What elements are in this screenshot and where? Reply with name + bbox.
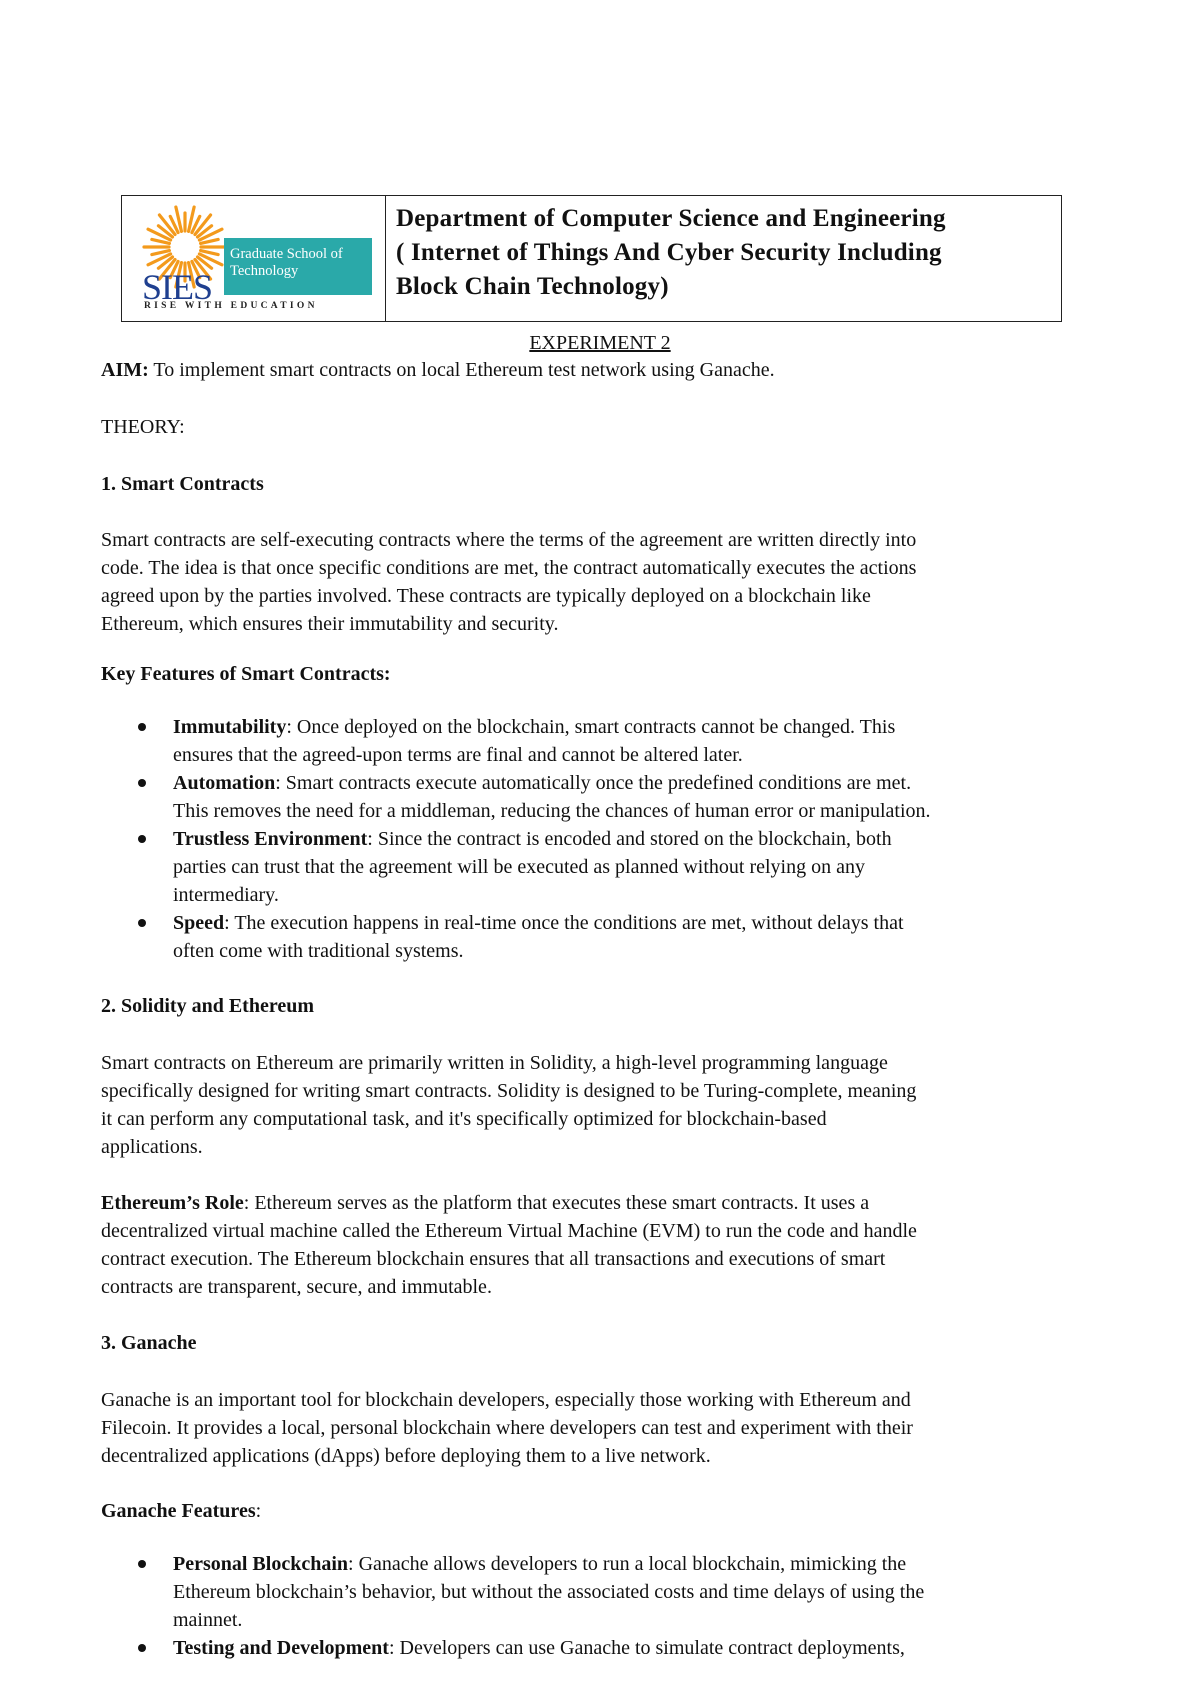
paragraph-line: contracts are transparent, secure, and immutable. bbox=[101, 1276, 492, 1298]
feature-text: : Smart contracts execute automatically once the predefined conditions are met. bbox=[275, 772, 912, 794]
feature-term: Personal Blockchain bbox=[173, 1553, 349, 1575]
bullet-icon bbox=[138, 1644, 146, 1652]
list-item bbox=[101, 1634, 1111, 1662]
feature-list bbox=[101, 1550, 1111, 1662]
features-suffix: : bbox=[255, 1500, 262, 1522]
feature-text: parties can trust that the agreement will be executed as planned without relying on any bbox=[173, 856, 865, 878]
feature-text: : Since the contract is encoded and stored on the blockchain, both bbox=[367, 828, 892, 850]
list-item bbox=[101, 713, 1111, 769]
feature-text: intermediary. bbox=[173, 884, 279, 906]
logo-tagline: RISE WITH EDUCATION bbox=[144, 301, 318, 311]
aim-text: To implement smart contracts on local Ethereum test network using Ganache. bbox=[148, 359, 775, 381]
section-heading: 3. Ganache bbox=[101, 1332, 197, 1354]
feature-term: Immutability bbox=[173, 716, 287, 738]
list-item bbox=[101, 825, 1111, 909]
list-item bbox=[101, 1550, 1111, 1634]
paragraph-line: agreed upon by the parties involved. These contracts are typically deployed on a blockchain like bbox=[101, 585, 871, 607]
feature-text: often come with traditional systems. bbox=[173, 940, 464, 962]
department-line: Department of Computer Science and Engineering bbox=[396, 205, 946, 232]
paragraph-line: Ethereum, which ensures their immutability and security. bbox=[101, 613, 559, 635]
feature-text: : The execution happens in real-time once the conditions are met, without delays that bbox=[224, 912, 904, 934]
department-line: ( Internet of Things And Cyber Security Including bbox=[396, 239, 942, 266]
feature-term: Testing and Development bbox=[173, 1637, 389, 1659]
paragraph-line: code. The idea is that once specific conditions are met, the contract automatically executes the actions bbox=[101, 557, 917, 579]
paragraph bbox=[101, 1049, 1111, 1161]
aim-label: AIM: bbox=[101, 359, 149, 381]
list-item bbox=[101, 769, 1111, 825]
subsection-heading bbox=[101, 1497, 1111, 1525]
paragraph bbox=[101, 1189, 1111, 1301]
subsection-heading: Key Features of Smart Contracts: bbox=[101, 663, 391, 685]
header-box bbox=[121, 195, 1062, 322]
paragraph bbox=[101, 1386, 1111, 1470]
bullet-icon bbox=[138, 919, 146, 927]
feature-term: Trustless Environment bbox=[173, 828, 368, 850]
feature-list bbox=[101, 713, 1111, 965]
paragraph-line: decentralized virtual machine called the Ethereum Virtual Machine (EVM) to run the code and handle bbox=[101, 1220, 917, 1242]
bullet-icon bbox=[138, 1560, 146, 1568]
logo-wordmark: SIES bbox=[142, 267, 213, 307]
paragraph-line: Filecoin. It provides a local, personal blockchain where developers can test and experiment with their bbox=[101, 1417, 913, 1439]
paragraph-line: : Ethereum serves as the platform that executes these smart contracts. It uses a bbox=[243, 1192, 870, 1214]
features-term: Ganache Features bbox=[101, 1500, 256, 1522]
paragraph-line: decentralized applications (dApps) before deploying them to a live network. bbox=[101, 1445, 711, 1467]
feature-text: : Once deployed on the blockchain, smart contracts cannot be changed. This bbox=[286, 716, 896, 738]
department-title bbox=[386, 196, 1061, 321]
bullet-icon bbox=[138, 723, 146, 731]
section-heading: 2. Solidity and Ethereum bbox=[101, 995, 314, 1017]
feature-text: This removes the need for a middleman, reducing the chances of human error or manipulation. bbox=[173, 800, 931, 822]
list-item bbox=[101, 909, 1111, 965]
department-line: Block Chain Technology) bbox=[396, 273, 669, 300]
paragraph-line: Ganache is an important tool for blockchain developers, especially those working with Ethereum and bbox=[101, 1389, 911, 1411]
paragraph bbox=[101, 526, 1111, 638]
paragraph-line: Smart contracts are self-executing contracts where the terms of the agreement are written directly into bbox=[101, 529, 917, 551]
bullet-icon bbox=[138, 779, 146, 787]
feature-text: Ethereum blockchain’s behavior, but without the associated costs and time delays of using the bbox=[173, 1581, 925, 1603]
paragraph-line: it can perform any computational task, and it's specifically optimized for blockchain-based bbox=[101, 1108, 827, 1130]
feature-term: Automation bbox=[173, 772, 276, 794]
feature-text: mainnet. bbox=[173, 1609, 243, 1631]
feature-term: Speed bbox=[173, 912, 225, 934]
paragraph-line: applications. bbox=[101, 1136, 203, 1158]
paragraph-line: Smart contracts on Ethereum are primarily written in Solidity, a high-level programming language bbox=[101, 1052, 888, 1074]
logo-school-badge: Graduate School of Technology bbox=[224, 238, 372, 295]
aim-line bbox=[101, 356, 1111, 384]
paragraph-line: contract execution. The Ethereum blockchain ensures that all transactions and executions of smart bbox=[101, 1248, 886, 1270]
feature-text: : Ganache allows developers to run a local blockchain, mimicking the bbox=[348, 1553, 907, 1575]
feature-text: : Developers can use Ganache to simulate contract deployments, bbox=[388, 1637, 905, 1659]
bullet-icon bbox=[138, 835, 146, 843]
feature-text: ensures that the agreed-upon terms are final and cannot be altered later. bbox=[173, 744, 743, 766]
role-term: Ethereum’s Role bbox=[101, 1192, 244, 1214]
experiment-title: EXPERIMENT 2 bbox=[529, 332, 671, 354]
paragraph-line: specifically designed for writing smart contracts. Solidity is designed to be Turing-complete, meaning bbox=[101, 1080, 917, 1102]
institution-logo bbox=[122, 196, 386, 321]
theory-heading: THEORY: bbox=[101, 416, 185, 438]
section-heading: 1. Smart Contracts bbox=[101, 473, 264, 495]
